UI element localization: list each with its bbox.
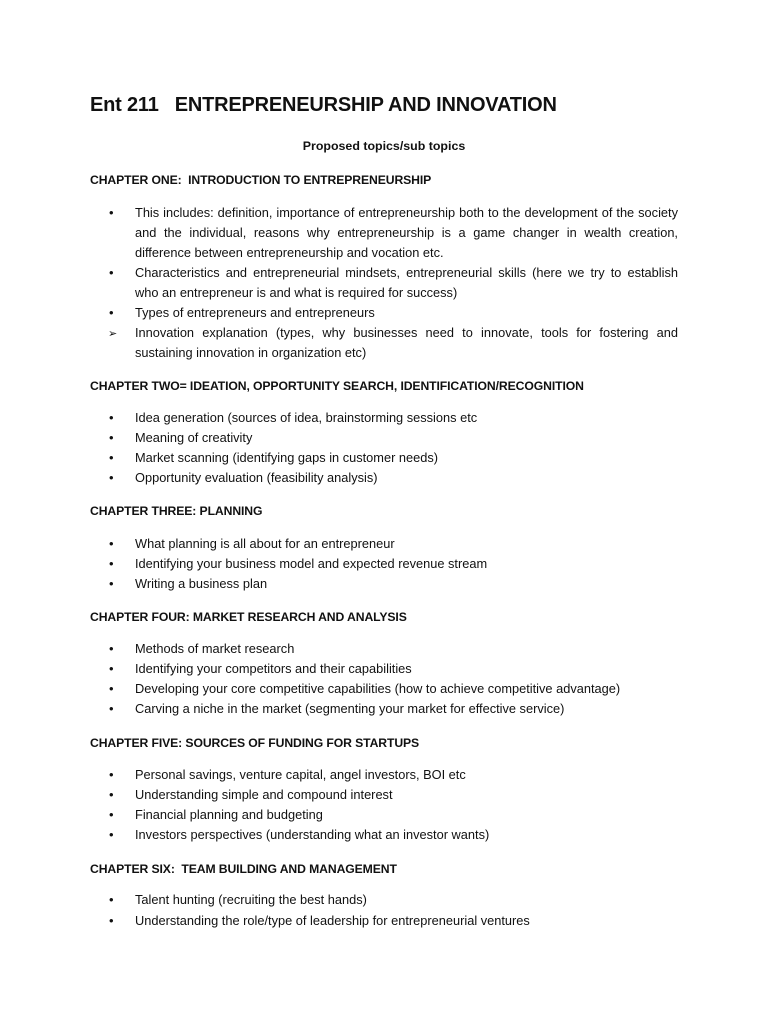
- list-item: [108, 911, 678, 931]
- chapter-heading: CHAPTER THREE: PLANNING: [90, 504, 263, 518]
- list-item-text: Understanding the role/type of leadership for entrepreneurial ventures: [135, 913, 530, 928]
- list-item: [108, 574, 678, 594]
- list-item: [108, 785, 678, 805]
- disc-icon: [108, 468, 135, 488]
- disc-icon: [108, 911, 135, 931]
- list-item-text: Meaning of creativity: [135, 430, 253, 445]
- disc-icon: [108, 554, 135, 574]
- list-item-text: Identifying your business model and expected revenue stream: [135, 556, 488, 571]
- disc-icon: [108, 574, 135, 594]
- disc-icon: [108, 203, 135, 263]
- disc-icon: [108, 785, 135, 805]
- list-item-text: This includes: definition, importance of entrepreneurship both to the development of the society and the individual, reasons why entrepreneurship is a game changer in wealth creation, difference between entrepreneurship and vocation etc.: [135, 205, 678, 260]
- disc-icon: [108, 699, 135, 719]
- list-item: [108, 303, 678, 323]
- disc-icon: [108, 448, 135, 468]
- list-item: [108, 263, 678, 303]
- list-item-text: Types of entrepreneurs and entrepreneurs: [135, 305, 375, 320]
- list-item: [108, 534, 678, 554]
- list-item: [108, 890, 678, 910]
- document-title: Ent 211 ENTREPRENEURSHIP AND INNOVATION: [90, 94, 557, 116]
- list-item: [108, 408, 678, 428]
- disc-icon: [108, 805, 135, 825]
- list-item-text: What planning is all about for an entrepreneur: [135, 536, 395, 551]
- list-item: [108, 554, 678, 574]
- list-item-text: Idea generation (sources of idea, brainstorming sessions etc: [135, 410, 478, 425]
- list-item: [108, 765, 678, 785]
- list-item: [108, 659, 678, 679]
- list-item-text: Writing a business plan: [135, 576, 268, 591]
- chapter-heading: CHAPTER SIX: TEAM BUILDING AND MANAGEMENT: [90, 862, 397, 876]
- list-item: [108, 468, 678, 488]
- list-item: [108, 203, 678, 263]
- disc-icon: [108, 659, 135, 679]
- arrow-bullet-icon: [108, 323, 135, 363]
- list-item: [108, 448, 678, 468]
- disc-icon: [108, 534, 135, 554]
- list-item-text: Identifying your competitors and their capabilities: [135, 661, 412, 676]
- list-item-text: Carving a niche in the market (segmenting your market for effective service): [135, 701, 565, 716]
- document-subtitle: Proposed topics/sub topics: [302, 139, 466, 153]
- list-item-text: Investors perspectives (understanding what an investor wants): [135, 827, 490, 842]
- chapter-heading: CHAPTER FOUR: MARKET RESEARCH AND ANALYSIS: [90, 610, 407, 624]
- list-item-text: Market scanning (identifying gaps in customer needs): [135, 450, 439, 465]
- list-item-text: Talent hunting (recruiting the best hands): [135, 892, 367, 907]
- disc-icon: [108, 825, 135, 845]
- disc-icon: [108, 408, 135, 428]
- list-item-text: Understanding simple and compound interest: [135, 787, 393, 802]
- list-item: [108, 825, 678, 845]
- list-item: [108, 805, 678, 825]
- disc-icon: [108, 263, 135, 303]
- disc-icon: [108, 765, 135, 785]
- list-item-text: Innovation explanation (types, why businesses need to innovate, tools for fostering and sustaining innovation in organization etc): [135, 325, 678, 360]
- list-item-text: Opportunity evaluation (feasibility analysis): [135, 470, 378, 485]
- list-item-text: Financial planning and budgeting: [135, 807, 323, 822]
- list-item: [108, 639, 678, 659]
- chapter-heading: CHAPTER TWO= IDEATION, OPPORTUNITY SEARCH, IDENTIFICATION/RECOGNITION: [90, 379, 584, 393]
- chapter-heading: CHAPTER ONE: INTRODUCTION TO ENTREPRENEURSHIP: [90, 173, 432, 187]
- list-item: [108, 679, 678, 699]
- disc-icon: [108, 890, 135, 910]
- list-item: [108, 428, 678, 448]
- list-item-text: Characteristics and entrepreneurial mindsets, entrepreneurial skills (here we try to establish who an entrepreneur is and what is required for success): [135, 265, 678, 300]
- disc-icon: [108, 428, 135, 448]
- disc-icon: [108, 679, 135, 699]
- disc-icon: [108, 639, 135, 659]
- list-item: [108, 323, 678, 363]
- list-item: [108, 699, 678, 719]
- list-item-text: Personal savings, venture capital, angel investors, BOI etc: [135, 767, 466, 782]
- chapter-heading: CHAPTER FIVE: SOURCES OF FUNDING FOR STARTUPS: [90, 736, 420, 750]
- list-item-text: Developing your core competitive capabilities (how to achieve competitive advantage): [135, 681, 621, 696]
- list-item-text: Methods of market research: [135, 641, 295, 656]
- disc-icon: [108, 303, 135, 323]
